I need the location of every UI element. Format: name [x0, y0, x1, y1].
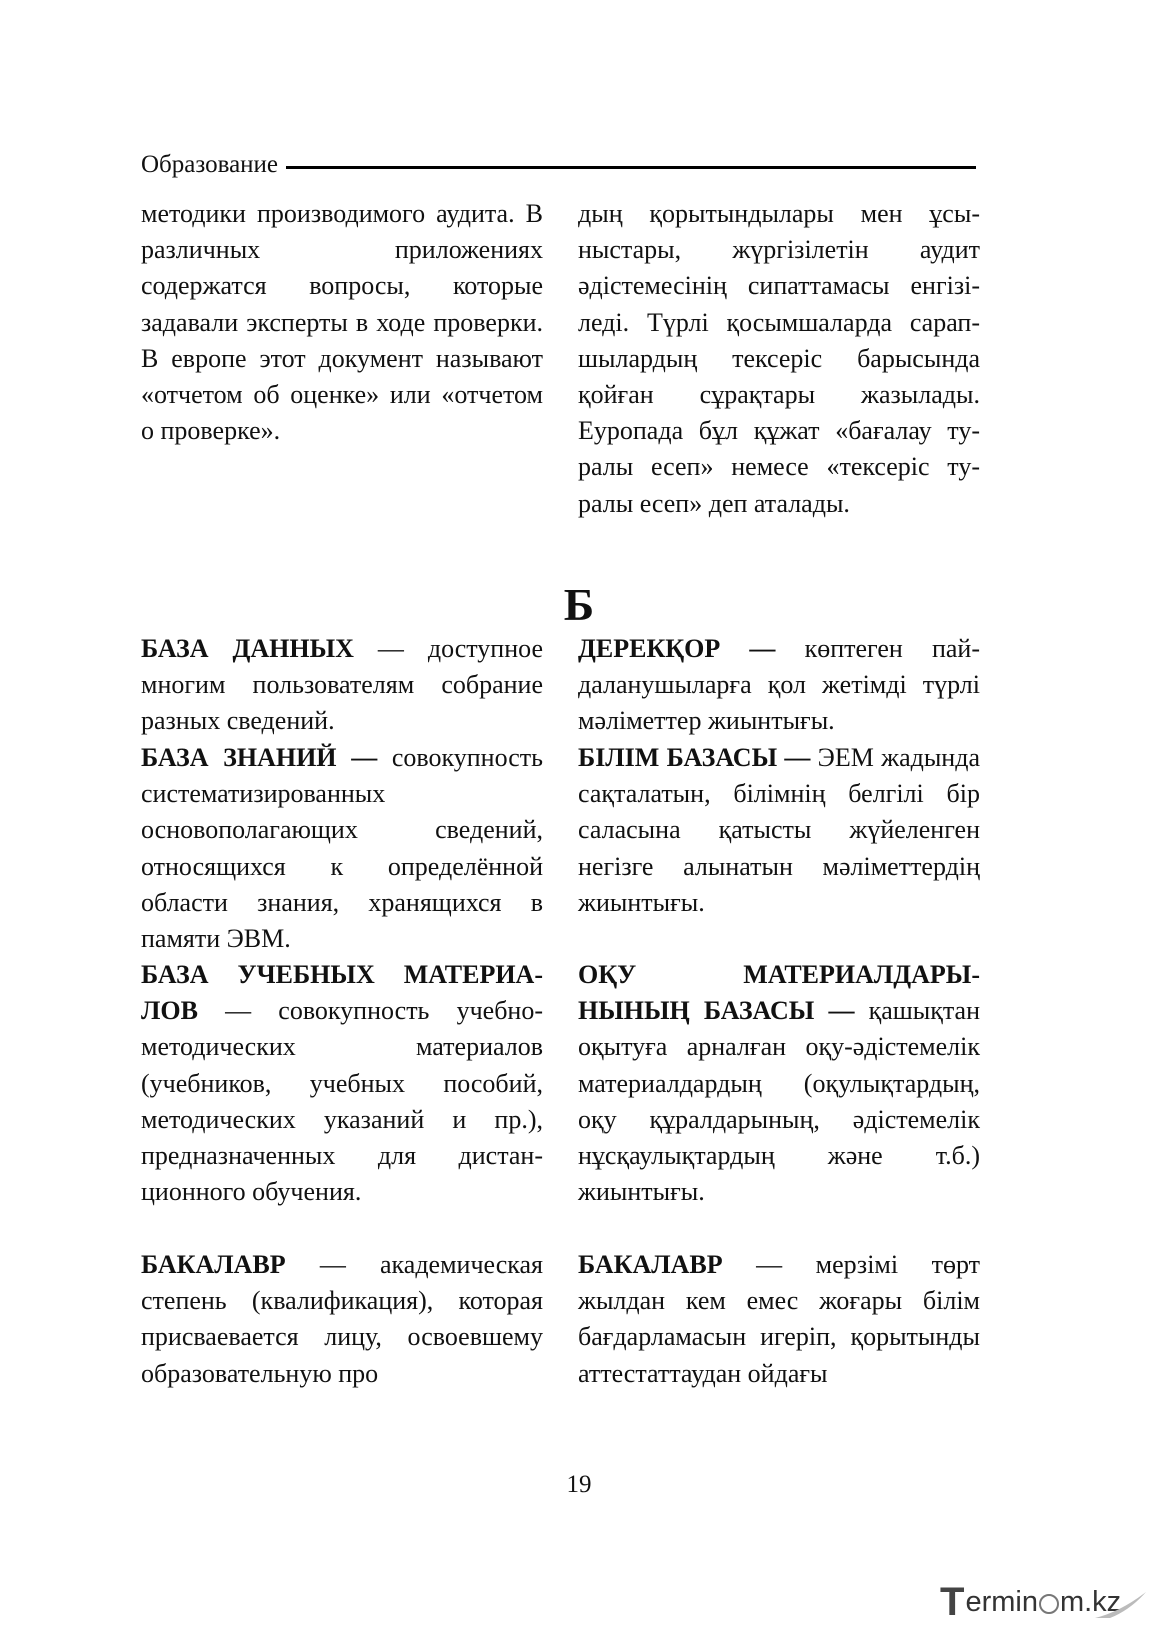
- watermark-logo: [940, 1580, 1150, 1624]
- term: ДЕРЕКҚОР —: [578, 634, 776, 663]
- section-letter: Б: [563, 579, 595, 630]
- term: БАКАЛАВР: [578, 1250, 723, 1279]
- definition: — мерзімі төрт жылдан кем емес жоғары білім бағдарламасын игеріп, қорытынды аттестаттаудан ойдағы: [578, 1250, 980, 1388]
- intro-ru-text: методики производимого аудита. В различных приложениях содержатся вопросы, которые задавали эксперты в ходе проверки. В европе этот документ называют «отчетом об оценке» или «отчетом о проверке».: [141, 199, 543, 446]
- intro-ru: [141, 196, 543, 449]
- page-number: 19: [566, 1471, 592, 1498]
- intro-kk-text: дың қорытындылары мен ұсыныстары, жүргізілетін аудит әдістемесінің сипаттамасы енгізіледі. Түрлі қосымшаларда сарапшылардың тексеріс барысында қойған сұрақтары жазылады. Еуропада бұл құжат «бағалау туралы есеп» немесе «тексеріс туралы есеп» деп аталады.: [578, 199, 980, 518]
- definition: — академическая степень (квалификация), которая присваевается лицу, освоевшему образовательную про: [141, 1250, 543, 1388]
- term: БІЛІМ БАЗАСЫ —: [578, 743, 811, 772]
- intro-kk: [578, 196, 980, 522]
- section-title: Образование: [141, 151, 279, 178]
- definition: — доступное многим пользователям собрание разных сведений.: [141, 634, 543, 736]
- entry-kk-knowledge-base: [578, 740, 980, 921]
- entry-ru-knowledge-base: [141, 740, 543, 957]
- entry-ru-materials-base: [141, 957, 543, 1210]
- definition: — совокупность учебно-методических материалов (учебников, учебных пособий, методических указаний и пр.), предназначенных для дистанционного обучения.: [141, 996, 543, 1207]
- term: БАЗА ДАННЫХ: [141, 634, 354, 663]
- entry-kk-bachelor: [578, 1247, 980, 1392]
- watermark-text-1: ermin: [965, 1585, 1038, 1618]
- definition: ЭЕМ жадында сақталатын, білімнің белгілі бір саласына қатысты жүйеленген негізге алынатын мәліметтердің жиынтығы.: [578, 743, 980, 917]
- term: БАКАЛАВР: [141, 1250, 286, 1279]
- watermark-text-2: m.kz: [1059, 1585, 1122, 1618]
- entry-ru-database: [141, 631, 543, 740]
- swoosh-icon: [1090, 1590, 1150, 1620]
- running-header: [141, 148, 976, 182]
- entry-ru-bachelor: [141, 1247, 543, 1392]
- header-rule: [286, 166, 976, 169]
- term: БАЗА УЧЕБНЫХ МАТЕРИАЛОВ: [141, 960, 543, 1026]
- term: БАЗА ЗНАНИЙ —: [141, 743, 378, 772]
- definition: совокупность систематизированных основополагающих сведений, относящихся к определённой области знания, хранящихся в памяти ЭВМ.: [141, 743, 544, 954]
- entry-kk-database: [578, 631, 980, 740]
- entry-kk-materials-base: [578, 957, 980, 1210]
- definition: көптеген пайдаланушыларға қол жетімді түрлі мәліметтер жиынтығы.: [578, 634, 980, 736]
- term: ОҚУ МАТЕРИАЛДАРЫНЫНЫҢ БАЗАСЫ —: [578, 960, 980, 1026]
- definition: қашықтан оқытуға арналған оқу-әдістемелік материалдардың (оқулықтардың, оқу құралдарының, әдістемелік нұсқаулықтардың және т.б.) жиынтығы.: [578, 996, 980, 1207]
- watermark-t: T: [940, 1579, 965, 1624]
- watermark-o-icon: [1039, 1594, 1059, 1614]
